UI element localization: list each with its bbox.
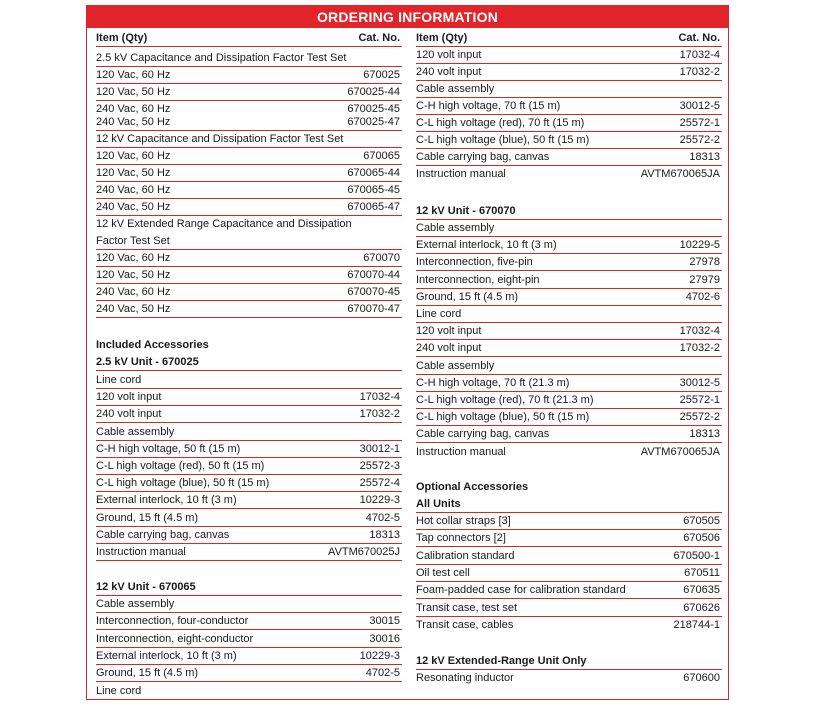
table-row	[416, 548, 722, 565]
table-row	[96, 613, 402, 630]
catalog-number: 670025	[363, 69, 400, 81]
catalog-number: 17032-4	[359, 391, 400, 404]
catalog-number: 30012-5	[679, 100, 720, 112]
table-row	[96, 665, 402, 682]
table-row	[416, 237, 722, 254]
item-description: C-L high voltage (red), 50 ft (15 m)	[96, 460, 265, 472]
table-row	[416, 670, 722, 687]
table-row	[416, 254, 722, 271]
subsection-title-unit-670025	[96, 354, 402, 371]
table-row	[416, 272, 722, 289]
item-description: Factor Test Set	[96, 235, 170, 247]
catalog-number: 670500-1	[673, 549, 720, 562]
table-row	[96, 406, 402, 423]
item-description: 240 volt input	[96, 408, 162, 421]
catalog-column-header: Cat. No.	[678, 32, 720, 44]
catalog-number: 670506	[683, 532, 720, 545]
item-description: 12 kV Capacitance and Dissipation Factor Test Set	[96, 133, 344, 145]
catalog-number	[720, 81, 722, 97]
item-description: Transit case, test set	[416, 601, 518, 614]
table-row	[416, 513, 722, 530]
catalog-number: 670626	[683, 601, 720, 614]
subsection-label: 2.5 kV Unit - 670025	[96, 356, 199, 368]
subsection-label: 12 kV Unit - 670065	[96, 581, 196, 593]
table-row	[416, 306, 722, 323]
table-row	[416, 115, 722, 132]
item-description: 120 volt input	[416, 325, 482, 338]
table-row	[416, 47, 722, 64]
catalog-number: AVTM670065JA	[640, 445, 720, 458]
catalog-number	[400, 50, 402, 66]
catalog-number	[720, 220, 722, 236]
catalog-number	[400, 424, 402, 440]
catalog-number: 670065-45	[347, 184, 400, 196]
table-row	[96, 510, 402, 527]
catalog-number: 670025-44	[347, 86, 400, 98]
item-description: 120 volt input	[96, 391, 162, 404]
subsection-title-extended-range-unit	[416, 653, 722, 670]
table-row	[416, 81, 722, 98]
table-row	[96, 424, 402, 441]
item-description: 240 volt input	[416, 66, 482, 78]
table-row	[416, 409, 722, 426]
catalog-number: 670065-44	[347, 167, 400, 179]
catalog-number: 218744-1	[673, 618, 720, 631]
catalog-number: 27979	[689, 273, 720, 286]
item-description: Interconnection, eight-pin	[416, 273, 540, 286]
catalog-number	[400, 683, 402, 700]
catalog-number: 670025-47	[347, 116, 400, 128]
item-description: Interconnection, four-conductor	[96, 615, 249, 628]
table-row	[416, 289, 722, 306]
item-description: Line cord	[96, 374, 142, 386]
table-row	[96, 233, 402, 250]
table-row	[96, 84, 402, 101]
table-row	[416, 358, 722, 375]
table-row	[96, 372, 402, 389]
item-description: Cable assembly	[416, 83, 495, 95]
item-description: 240 Vac, 50 Hz	[96, 201, 171, 213]
item-description: Line cord	[416, 308, 462, 320]
catalog-number: 18313	[689, 151, 720, 163]
item-description: Resonating inductor	[416, 672, 514, 684]
item-description: C-H high voltage, 50 ft (15 m)	[96, 442, 241, 455]
table-row	[96, 67, 402, 84]
catalog-number: 4702-5	[365, 667, 400, 680]
item-description: 12 kV Extended Range Capacitance and Dissipation	[96, 218, 352, 230]
table-row	[96, 527, 402, 544]
catalog-number: 670070-45	[347, 286, 400, 298]
section-title-optional-accessories: Optional Accessories	[416, 481, 529, 493]
catalog-number: 18313	[369, 528, 400, 541]
catalog-number: 17032-2	[359, 408, 400, 421]
item-description: Instruction manual	[96, 546, 186, 558]
table-row	[416, 166, 722, 183]
catalog-column-header: Cat. No.	[358, 32, 400, 44]
catalog-number: 30016	[369, 632, 400, 645]
item-description: Ground, 15 ft (4.5 m)	[416, 290, 519, 303]
catalog-number: 670600	[683, 672, 720, 684]
catalog-number	[720, 358, 722, 374]
table-row	[416, 64, 722, 81]
catalog-number: 4702-6	[685, 290, 720, 303]
catalog-number: 25572-2	[679, 411, 720, 424]
catalog-number: 25572-4	[359, 477, 400, 490]
catalog-number: 25572-2	[679, 134, 720, 146]
table-row	[96, 492, 402, 509]
item-description: 120 Vac, 60 Hz	[96, 69, 171, 81]
item-description: C-L high voltage (blue), 50 ft (15 m)	[416, 411, 590, 424]
subsection-title-unit-670070	[416, 203, 722, 220]
table-row	[96, 389, 402, 406]
item-description: Cable carrying bag, canvas	[96, 528, 230, 541]
table-row	[96, 458, 402, 475]
table-row	[416, 530, 722, 547]
item-description: C-L high voltage (red), 70 ft (21.3 m)	[416, 394, 594, 406]
table-row	[96, 182, 402, 199]
catalog-number: 18313	[689, 428, 720, 441]
item-description: Cable assembly	[416, 222, 495, 234]
item-description: Cable carrying bag, canvas	[416, 428, 550, 441]
table-row	[416, 392, 722, 409]
item-description: External interlock, 10 ft (3 m)	[96, 494, 237, 507]
item-description: 240 Vac, 50 Hz	[96, 303, 171, 315]
table-row	[416, 220, 722, 237]
catalog-number	[400, 216, 402, 233]
catalog-number: 30015	[369, 615, 400, 628]
catalog-number	[400, 131, 402, 147]
subsection-label: All Units	[416, 498, 461, 510]
item-description: 120 Vac, 60 Hz	[96, 252, 171, 264]
item-description: Tap connectors [2]	[416, 532, 506, 545]
catalog-number: 670070-44	[347, 269, 400, 281]
catalog-number: 670070	[363, 252, 400, 264]
catalog-number: 670025-45	[347, 103, 400, 115]
item-description: External interlock, 10 ft (3 m)	[96, 649, 237, 662]
item-description: Instruction manual	[416, 445, 506, 458]
table-row	[416, 444, 722, 461]
table-row	[416, 149, 722, 166]
item-description: 240 Vac, 60 Hz	[96, 103, 171, 115]
item-description: Oil test cell	[416, 566, 470, 579]
table-row	[416, 375, 722, 392]
catalog-number: 27978	[689, 256, 720, 269]
catalog-number: 670511	[684, 566, 720, 579]
table-row	[96, 284, 402, 301]
table-row	[96, 50, 402, 67]
catalog-number: 17032-4	[679, 325, 720, 338]
item-description: Cable carrying bag, canvas	[416, 151, 550, 163]
item-description: Line cord	[96, 684, 142, 697]
catalog-number	[400, 596, 402, 612]
item-description: Cable assembly	[416, 359, 495, 372]
catalog-number: 25572-1	[679, 394, 720, 406]
catalog-number: 10229-5	[679, 239, 720, 252]
table-row	[96, 301, 402, 318]
item-description: Hot collar straps [3]	[416, 515, 511, 527]
catalog-number: 670505	[683, 515, 720, 527]
catalog-number: 30012-1	[359, 442, 400, 455]
item-description: 120 Vac, 50 Hz	[96, 269, 171, 281]
catalog-number: 670065	[363, 150, 400, 162]
item-description: Interconnection, five-pin	[416, 256, 533, 269]
item-description: C-L high voltage (red), 70 ft (15 m)	[416, 117, 585, 129]
catalog-number: 17032-4	[679, 49, 720, 61]
item-description: Ground, 15 ft (4.5 m)	[96, 667, 199, 680]
catalog-number: 10229-3	[359, 494, 400, 507]
item-description: Interconnection, eight-conductor	[96, 632, 254, 645]
catalog-number: 670070-47	[347, 303, 400, 315]
item-description: 240 Vac, 60 Hz	[96, 184, 171, 196]
table-row	[416, 340, 722, 357]
item-description: Cable assembly	[96, 598, 175, 610]
table-row	[96, 544, 402, 561]
table-row	[96, 475, 402, 492]
table-row	[96, 216, 402, 233]
item-description: 120 Vac, 50 Hz	[96, 167, 171, 179]
table-row	[96, 648, 402, 665]
catalog-number	[720, 306, 722, 322]
item-description: 240 Vac, 50 Hz	[96, 116, 171, 128]
item-description: 240 volt input	[416, 342, 482, 355]
item-column-header: Item (Qty)	[96, 32, 148, 44]
catalog-number: 30012-5	[679, 376, 720, 389]
catalog-number: 670635	[683, 584, 720, 597]
item-description: Foam-padded case for calibration standard	[416, 584, 626, 597]
catalog-number	[400, 372, 402, 388]
table-row	[96, 631, 402, 648]
catalog-number: AVTM670065JA	[640, 168, 720, 180]
catalog-number: 25572-3	[359, 460, 400, 472]
catalog-number	[400, 233, 402, 249]
subsection-label: 12 kV Unit - 670070	[416, 205, 516, 217]
table-row	[416, 98, 722, 115]
table-row	[96, 148, 402, 165]
item-description: 120 volt input	[416, 49, 482, 61]
item-description: Transit case, cables	[416, 618, 514, 631]
table-row	[96, 596, 402, 613]
table-row	[96, 267, 402, 284]
item-description: Instruction manual	[416, 168, 506, 180]
table-row	[416, 132, 722, 149]
table-title: ORDERING INFORMATION	[87, 6, 728, 28]
table-row	[416, 600, 722, 617]
table-row	[416, 617, 722, 634]
table-row	[96, 199, 402, 216]
item-description: C-H high voltage, 70 ft (21.3 m)	[416, 376, 570, 389]
subsection-label: 12 kV Extended-Range Unit Only	[416, 655, 587, 667]
catalog-number: 17032-2	[679, 66, 720, 78]
item-description: C-H high voltage, 70 ft (15 m)	[416, 100, 561, 112]
table-header-row	[96, 30, 402, 47]
item-description: 240 Vac, 60 Hz	[96, 286, 171, 298]
section-title-included-accessories: Included Accessories	[96, 339, 209, 351]
table-row	[96, 683, 402, 700]
table-row	[96, 441, 402, 458]
item-description: 120 Vac, 50 Hz	[96, 86, 171, 98]
table-row	[416, 323, 722, 340]
catalog-number: AVTM670025J	[328, 546, 400, 558]
item-description: Calibration standard	[416, 549, 515, 562]
catalog-number: 10229-3	[359, 649, 400, 662]
item-description: 120 Vac, 60 Hz	[96, 150, 171, 162]
item-description: 2.5 kV Capacitance and Dissipation Factor Test Set	[96, 52, 347, 64]
subsection-title-all-units	[416, 496, 722, 513]
catalog-number: 670065-47	[347, 201, 400, 213]
table-row	[416, 582, 722, 599]
item-description: External interlock, 10 ft (3 m)	[416, 239, 557, 252]
catalog-number: 17032-2	[679, 342, 720, 355]
item-column-header: Item (Qty)	[416, 32, 468, 44]
item-description: Cable assembly	[96, 425, 175, 438]
table-row	[416, 565, 722, 582]
table-header-row	[416, 30, 722, 47]
table-row	[96, 114, 402, 131]
table-row	[416, 426, 722, 443]
catalog-number: 25572-1	[679, 117, 720, 129]
item-description: C-L high voltage (blue), 50 ft (15 m)	[96, 477, 270, 490]
catalog-number: 4702-5	[365, 511, 400, 524]
subsection-title-unit-670065	[96, 579, 402, 596]
item-description: C-L high voltage (blue), 50 ft (15 m)	[416, 134, 590, 146]
table-row	[96, 250, 402, 267]
table-row	[96, 165, 402, 182]
table-row	[96, 131, 402, 148]
item-description: Ground, 15 ft (4.5 m)	[96, 511, 199, 524]
